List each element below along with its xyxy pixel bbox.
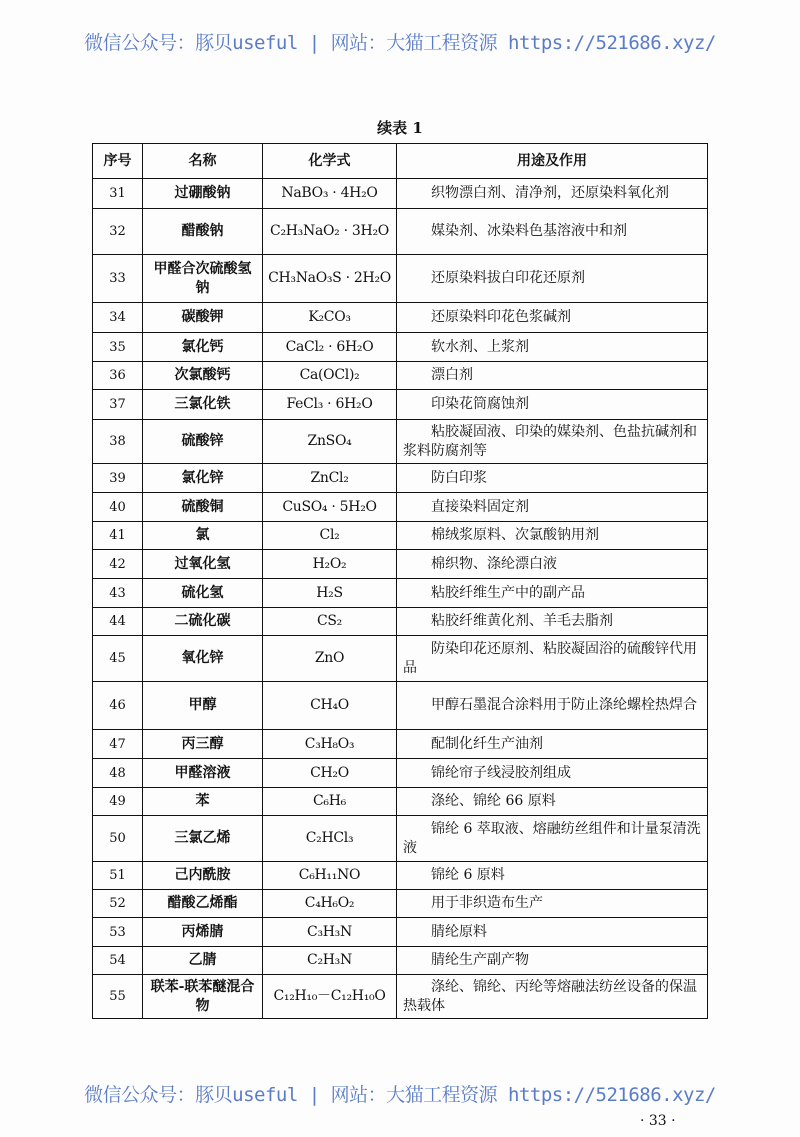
chemical-name: 丙三醇: [143, 730, 263, 759]
chemical-use: 印染花筒腐蚀剂: [397, 390, 708, 420]
table-row: [93, 579, 708, 608]
row-number: 49: [93, 788, 143, 816]
table-row: [93, 636, 708, 682]
chemical-name: 过氧化氢: [143, 550, 263, 579]
chemical-name: 联苯-联苯醚混合物: [143, 975, 263, 1019]
chemical-formula: C₂H₃N: [263, 947, 397, 975]
chemical-use: 还原染料印花色浆碱剂: [397, 303, 708, 333]
chemical-use: 还原染料拔白印花还原剂: [397, 255, 708, 303]
header-formula: 化学式: [263, 144, 397, 179]
chemical-name: 碳酸钾: [143, 303, 263, 333]
chemical-formula: ZnO: [263, 636, 397, 682]
chemical-name: 硫酸锌: [143, 420, 263, 464]
table-row: [93, 464, 708, 493]
chemical-name: 二硫化碳: [143, 608, 263, 636]
chemical-formula: FeCl₃ · 6H₂O: [263, 390, 397, 420]
table-row: [93, 522, 708, 550]
table-row: [93, 730, 708, 759]
row-number: 31: [93, 179, 143, 209]
chemical-name: 甲醛溶液: [143, 759, 263, 788]
row-number: 46: [93, 682, 143, 730]
table-row: [93, 890, 708, 918]
chemical-name: 甲醛合次硫酸氢钠: [143, 255, 263, 303]
chemical-formula: C₂H₃NaO₂ · 3H₂O: [263, 209, 397, 255]
chemical-formula: CH₂O: [263, 759, 397, 788]
chemical-name: 过硼酸钠: [143, 179, 263, 209]
chemical-name: 乙腈: [143, 947, 263, 975]
chemical-use: 棉绒浆原料、次氯酸钠用剂: [397, 522, 708, 550]
row-number: 50: [93, 816, 143, 862]
chemical-use: 粘胶纤维黄化剂、羊毛去脂剂: [397, 608, 708, 636]
row-number: 33: [93, 255, 143, 303]
chemical-name: 己内酰胺: [143, 862, 263, 890]
chemical-formula: C₁₂H₁₀－C₁₂H₁₀O: [263, 975, 397, 1019]
row-number: 48: [93, 759, 143, 788]
chemical-formula: H₂S: [263, 579, 397, 608]
row-number: 44: [93, 608, 143, 636]
table-row: [93, 420, 708, 464]
row-number: 55: [93, 975, 143, 1019]
chemical-use: 粘胶纤维生产中的副产品: [397, 579, 708, 608]
table-row: [93, 209, 708, 255]
chemical-formula: CuSO₄ · 5H₂O: [263, 493, 397, 522]
row-number: 40: [93, 493, 143, 522]
watermark-top: 微信公众号：豚贝useful | 网站：大猫工程资源 https://521686.xyz/: [84, 32, 716, 54]
table-row: [93, 550, 708, 579]
table-header-row: [93, 144, 708, 179]
chemical-formula: CS₂: [263, 608, 397, 636]
row-number: 43: [93, 579, 143, 608]
chemical-name: 氯化锌: [143, 464, 263, 493]
header-number: 序号: [93, 144, 143, 179]
chemical-name: 硫化氢: [143, 579, 263, 608]
chemical-use: 锦纶 6 原料: [397, 862, 708, 890]
row-number: 51: [93, 862, 143, 890]
chemical-formula: ZnCl₂: [263, 464, 397, 493]
chemical-name: 氧化锌: [143, 636, 263, 682]
table-row: [93, 333, 708, 362]
chemical-use: 甲醇石墨混合涂料用于防止涤纶螺栓热焊合: [397, 682, 708, 730]
chemical-formula: H₂O₂: [263, 550, 397, 579]
chemical-use: 腈纶原料: [397, 918, 708, 947]
chemical-formula: CH₄O: [263, 682, 397, 730]
chemical-name: 氯: [143, 522, 263, 550]
chemical-use: 直接染料固定剂: [397, 493, 708, 522]
row-number: 52: [93, 890, 143, 918]
chemical-use: 漂白剂: [397, 362, 708, 390]
row-number: 35: [93, 333, 143, 362]
chemical-use: 腈纶生产副产物: [397, 947, 708, 975]
chemical-use: 织物漂白剂、清净剂，还原染料氧化剂: [397, 179, 708, 209]
chemical-use: 软水剂、上浆剂: [397, 333, 708, 362]
table-row: [93, 816, 708, 862]
row-number: 47: [93, 730, 143, 759]
table-row: [93, 947, 708, 975]
chemical-use: 媒染剂、冰染料色基溶液中和剂: [397, 209, 708, 255]
table-row: [93, 759, 708, 788]
table-row: [93, 682, 708, 730]
chemical-use: 防白印浆: [397, 464, 708, 493]
chemical-use: 涤纶、锦纶、丙纶等熔融法纺丝设备的保温热载体: [397, 975, 708, 1019]
table-row: [93, 493, 708, 522]
table-row: [93, 390, 708, 420]
chemical-use: 配制化纤生产油剂: [397, 730, 708, 759]
table-row: [93, 975, 708, 1019]
chemicals-table: [92, 143, 708, 1019]
chemical-name: 甲醇: [143, 682, 263, 730]
table-title: 续表 1: [377, 119, 423, 137]
chemical-use: 棉织物、涤纶漂白液: [397, 550, 708, 579]
chemical-use: 涤纶、锦纶 66 原料: [397, 788, 708, 816]
chemical-formula: C₄H₆O₂: [263, 890, 397, 918]
table-row: [93, 303, 708, 333]
chemical-use: 锦纶帘子线浸胶剂组成: [397, 759, 708, 788]
table-row: [93, 918, 708, 947]
header-name: 名称: [143, 144, 263, 179]
chemical-name: 醋酸钠: [143, 209, 263, 255]
chemical-name: 次氯酸钙: [143, 362, 263, 390]
header-use: 用途及作用: [397, 144, 708, 179]
page-number: · 33 ·: [640, 1113, 676, 1129]
table-row: [93, 255, 708, 303]
watermark-bottom: 微信公众号：豚贝useful | 网站：大猫工程资源 https://521686.xyz/: [84, 1084, 716, 1106]
chemical-formula: Cl₂: [263, 522, 397, 550]
row-number: 45: [93, 636, 143, 682]
row-number: 36: [93, 362, 143, 390]
chemical-formula: NaBO₃ · 4H₂O: [263, 179, 397, 209]
chemical-formula: CH₃NaO₃S · 2H₂O: [263, 255, 397, 303]
chemical-formula: K₂CO₃: [263, 303, 397, 333]
chemical-name: 硫酸铜: [143, 493, 263, 522]
chemical-formula: ZnSO₄: [263, 420, 397, 464]
row-number: 38: [93, 420, 143, 464]
table-row: [93, 179, 708, 209]
chemical-name: 丙烯腈: [143, 918, 263, 947]
row-number: 32: [93, 209, 143, 255]
chemical-use: 粘胶凝固液、印染的媒染剂、色盐抗碱剂和浆料防腐剂等: [397, 420, 708, 464]
chemical-name: 苯: [143, 788, 263, 816]
chemical-formula: C₃H₃N: [263, 918, 397, 947]
chemical-use: 防染印花还原剂、粘胶凝固浴的硫酸锌代用品: [397, 636, 708, 682]
chemical-name: 醋酸乙烯酯: [143, 890, 263, 918]
chemical-formula: CaCl₂ · 6H₂O: [263, 333, 397, 362]
row-number: 34: [93, 303, 143, 333]
table-row: [93, 862, 708, 890]
chemical-name: 三氯化铁: [143, 390, 263, 420]
row-number: 37: [93, 390, 143, 420]
chemical-use: 用于非织造布生产: [397, 890, 708, 918]
row-number: 54: [93, 947, 143, 975]
table-row: [93, 362, 708, 390]
chemical-formula: C₃H₈O₃: [263, 730, 397, 759]
chemical-formula: C₆H₁₁NO: [263, 862, 397, 890]
row-number: 41: [93, 522, 143, 550]
chemical-use: 锦纶 6 萃取液、熔融纺丝组件和计量泵清洗液: [397, 816, 708, 862]
chemical-formula: C₆H₆: [263, 788, 397, 816]
chemical-name: 氯化钙: [143, 333, 263, 362]
row-number: 53: [93, 918, 143, 947]
chemical-formula: C₂HCl₃: [263, 816, 397, 862]
chemical-formula: Ca(OCl)₂: [263, 362, 397, 390]
row-number: 39: [93, 464, 143, 493]
chemical-name: 三氯乙烯: [143, 816, 263, 862]
table-row: [93, 788, 708, 816]
row-number: 42: [93, 550, 143, 579]
table-row: [93, 608, 708, 636]
